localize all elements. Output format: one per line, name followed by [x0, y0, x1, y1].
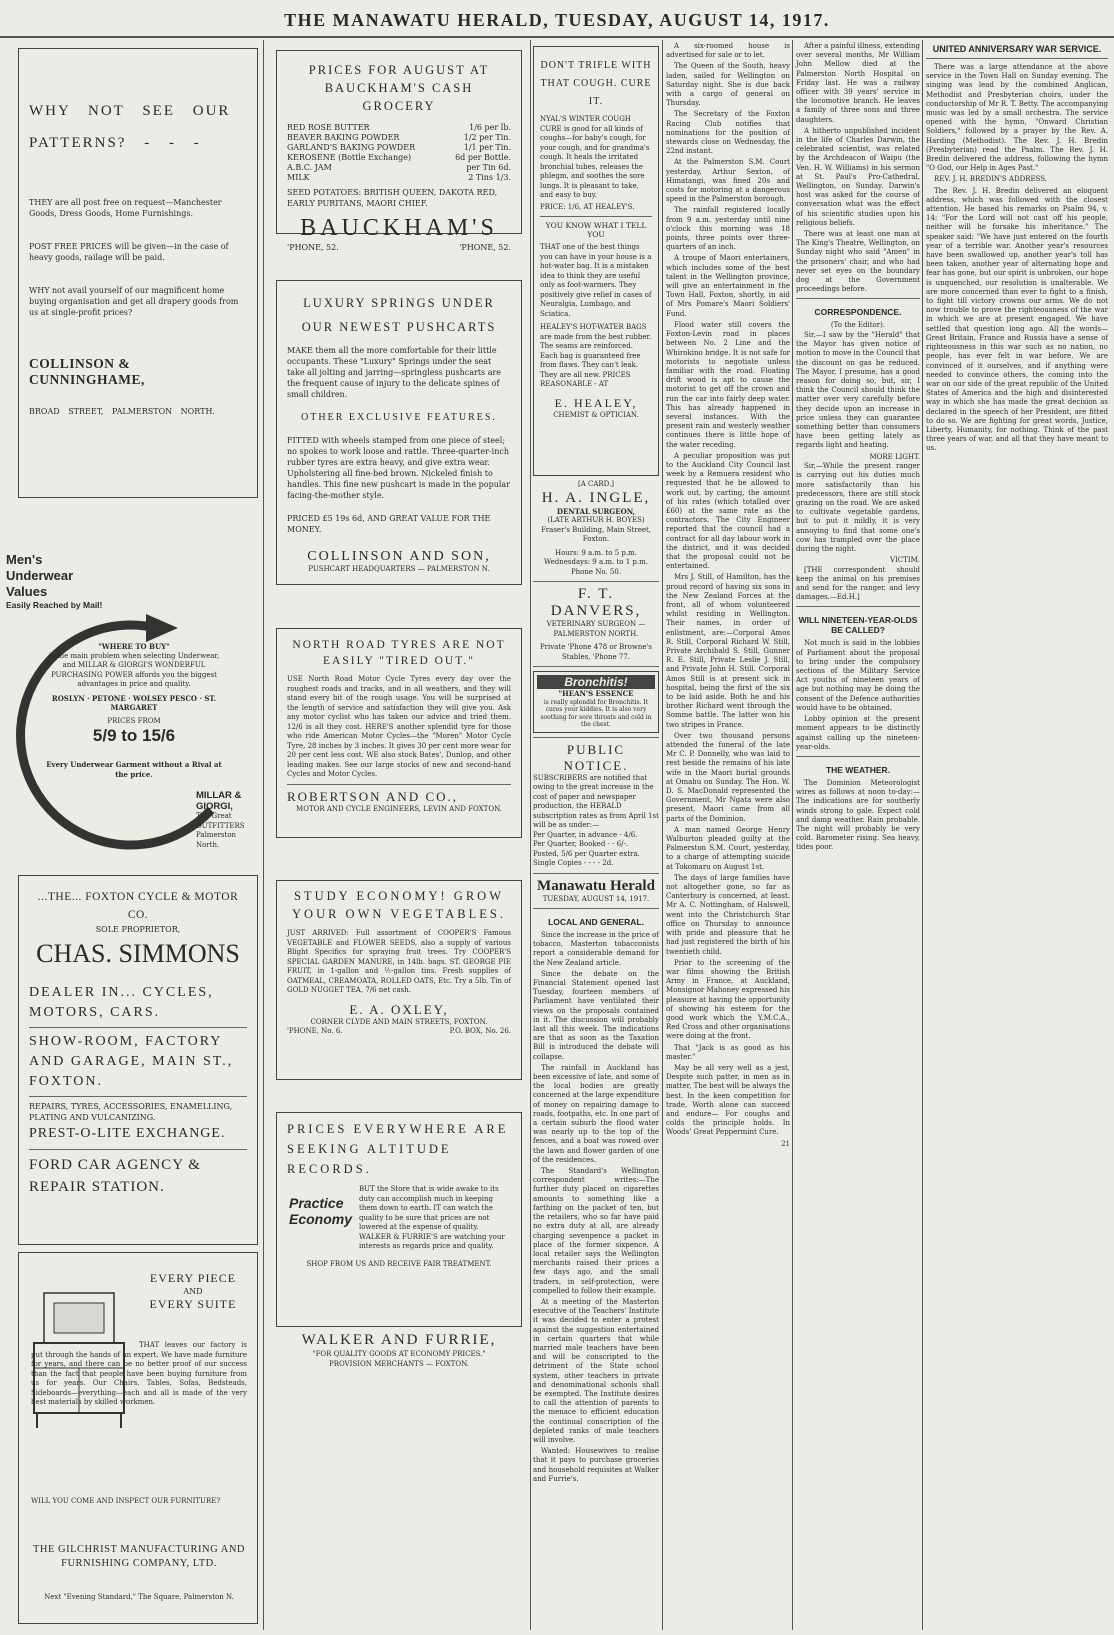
- ad-address: BROAD STREET, PALMERSTON NORTH.: [29, 407, 215, 416]
- ad-address: Next "Evening Standard," The Square, Palmerston N.: [44, 1593, 234, 1601]
- millar-giorgi-ad: [6, 552, 258, 872]
- card-label: [A CARD.]: [577, 480, 614, 488]
- article-paragraph: The Queen of the South, heavy laden, sailed for Wellington on Saturday night. She is due back with a cargo of general on Thursday.: [666, 62, 790, 108]
- bauckham-grocery-ad: [276, 50, 522, 252]
- column-rule: [530, 40, 531, 1630]
- masthead: [0, 0, 1114, 38]
- news-articles: [926, 63, 1108, 454]
- ad-firm: ROBERTSON AND CO.,: [287, 788, 459, 804]
- article-paragraph: At a meeting of the Masterton executive of the Teachers' Institute it was decided to enter a protest against the suggestion entertained in certain quarters that while married male teachers have been and will be conscripted to the detriment of the State school system, other teachers in private and denominational schools shall be exempted. The Institute desires to call the attention of parents to the menace to efficient education the continual conscription of the depleted ranks of male teachers will involve.: [533, 1297, 659, 1444]
- dentist-title: DENTAL SURGEON,: [556, 506, 636, 516]
- phone-number: 'PHONE, 52.: [459, 243, 511, 252]
- section-heading: WILL NINETEEN-YEAR-OLDS BE CALLED?: [798, 615, 918, 636]
- price-range: 5/9 to 15/6: [92, 726, 176, 745]
- ad-firm: COLLINSON AND SON,: [307, 549, 491, 564]
- column-5: [796, 42, 920, 1629]
- article-paragraph: May be all very well as a jest, Despite such patter, in men as in matter, The best will be always the best. In the keen competition for trade, Worth alone can succeed and endure— For coughs and colds the principle holds. In Woods' Great Peppermint Cure.: [666, 1063, 791, 1137]
- notice-title: PUBLIC NOTICE.: [563, 741, 629, 773]
- article-paragraph: That "Jack is as good as his master.": [666, 1043, 790, 1061]
- ad-headline: PRICES FOR AUGUST AT BAUCKHAM'S CASH GROCERY: [308, 63, 490, 113]
- paper-date: TUESDAY, AUGUST 14, 1917.: [542, 894, 650, 903]
- vet-title: VETERINARY SURGEON — PALMERSTON NORTH.: [546, 620, 646, 638]
- article-paragraph: The Secretary of the Foxton Racing Club notifies that nominations for the position of stewards close on Wednesday, the 22nd instant.: [666, 110, 790, 156]
- prices-label: PRICES FROM: [107, 716, 161, 725]
- ad-text: MAKE them all the more comfortable for their little occupants. These "Luxury" Springs under the seat take all jolting and jarring—springless pushcarts are the frequent cause of injury to the delicate spines of small children.: [287, 346, 502, 399]
- circle-heading: "WHERE TO BUY": [98, 642, 170, 651]
- ad-subheading: OTHER EXCLUSIVE FEATURES.: [301, 412, 497, 423]
- price-list: [287, 123, 511, 183]
- item-price: 1/6 per lb.: [469, 123, 511, 132]
- weather-report: The Dominion Meteorologist wires as follows at noon to-day:—The indications are for southerly winds strong to gale. Expect cold and damp weather. Rain probable. The night will probably be very cold. Barometer rising. Sea heavy, tides poor.: [796, 778, 920, 852]
- article-paragraph: A peculiar proposition was put to the Auckland City Council last week by a Remuera resident who requested that he be allowed to work out, by carting, the amount of his rates (which totalled over £60) at the same rate as the contractors. The City Engineer reported that the council had a contract for all day labour work in the district, and it was decided that the proposal could not be entertained.: [666, 451, 790, 571]
- ad-heading: EVERY PIECE: [149, 1271, 237, 1285]
- ad-address: CORNER CLYDE AND MAIN STREETS, FOXTON.: [310, 1017, 488, 1026]
- section-heading: UNITED ANNIVERSARY WAR SERVICE.: [932, 44, 1102, 54]
- ad-title: Men's Underwear Values: [6, 552, 74, 599]
- article-paragraph: Wanted: Housewives to realise that it pays to purchase groceries and household requisites at Walker and Furrie's.: [533, 1447, 659, 1483]
- article: Not much is said in the lobbies of Parliament about the proposal to bring under the compulsory sections of the Military Service Act youths of nineteen years of age but nothing may be doing the consent of the Defence authorities would have to be obtained.: [796, 639, 920, 712]
- dentist-phone: Phone No. 50.: [570, 567, 622, 576]
- ad-prestolite: PREST-O-LITE EXCHANGE.: [29, 1126, 226, 1141]
- notice-text: SUBSCRIBERS are notified that owing to the great increase in the cost of paper and newspaper production, the HERALD subscription rates as from April 1st will be as under:—: [533, 773, 659, 829]
- letter: Sir,—While the present ranger is carrying out his duties much more satisfactorily than his predecessors, there are still stock grazing on the road. We are asked to cultivate vegetable gardens, but to put it mildly, it is very annoying to find that some one's cow has trampled over the place during the night.: [796, 462, 920, 553]
- editor-note: [THE correspondent should keep the animal on his premises and send for the ranger, and levy damages.—Ed.H.]: [796, 565, 920, 602]
- ad-headline: DON'T TRIFLE WITH THAT COUGH. CURE IT.: [540, 60, 652, 107]
- item-name: BEAVER BAKING POWDER: [287, 133, 400, 142]
- dentist-late: (LATE ARTHUR H. BOYES): [547, 516, 645, 524]
- north-road-tyres-ad: [276, 628, 522, 838]
- column-rule: [922, 40, 923, 1630]
- article-paragraph: The days of large families have not altogether gone, so far as Canterbury is concerned, at least. Mr A. C. Nottingham, of Halswell, went into the Christchurch Star office on Thursday to announce with pride and pleasure that he had just registered the birth of his twentieth child.: [666, 873, 790, 956]
- heans-essence-ad: [533, 671, 659, 733]
- ad-headline: STUDY ECONOMY! GROW YOUR OWN VEGETABLES.: [292, 889, 506, 921]
- ad-repairs: REPAIRS, TYRES, ACCESSORIES, ENAMELLING, PLATING AND VULCANIZING.: [29, 1102, 233, 1122]
- ad-ford: FORD CAR AGENCY & REPAIR STATION.: [29, 1157, 201, 1195]
- article-paragraph: There was a large attendance at the above service in the Town Hall on Sunday evening. The singing was lead by the combined Anglican, Methodist and Presbyterian choirs, under the conductorship of Mr R. T. Betty. The accompanying music was led by a small orchestra. The service opened with the hymn, "Onward Christian Soldiers," followed by a prayer by the Rev. A. Harding (Methodist). The Rev. J. H. Bredin (Presbyterian) read the Psalm. The Rev. J. H. Bredin delivered the address, following the hymn "O God, our Help in Ages Past.": [926, 63, 1108, 173]
- store-name: BAUCKHAM'S: [300, 215, 498, 241]
- ad-heading: AND: [183, 1287, 203, 1296]
- phone-number: 'PHONE, 52.: [287, 243, 339, 252]
- article-paragraph: Flood water still covers the Foxton-Levin road in places between No. 2 Line and the Whirokino bridge. It is not safe for motorists to negotiate unless familiar with the road. Floating drift wood is apt to cause the motorist to get off the crown and run the car into fairly deep water. This has already happened in several instances. With the present rain and westerly weather continues there is little hope of the water receding.: [666, 320, 790, 449]
- ad-address: MOTOR AND CYCLE ENGINEERS, LEVIN AND FOXTON.: [296, 804, 502, 813]
- price-list-item: [287, 163, 511, 173]
- circle-footer: Every Underwear Garment without a Rival at the price.: [46, 760, 222, 779]
- news-articles: [796, 42, 920, 294]
- article-paragraph: A hitherto unpublished incident in the life of Charles Darwin, the celebrated scientist, was related by the Archdeacon of Waipu (the Ven. H. W. Williams) in his sermon at St. Paul's Pro-Cathedral, Wellington, on Sunday. Darwin's host was asked for the course of conversation what was the effect of his scientific studies upon his religious beliefs.: [796, 126, 920, 227]
- ad-firm: E. HEALEY,: [554, 395, 638, 410]
- ad-address: PUSHCART HEADQUARTERS — PALMERSTON N.: [308, 565, 490, 573]
- ad-text: POST FREE PRICES will be given—in the case of heavy goods, railage will be paid.: [29, 242, 229, 262]
- rate: Single Copies - - - - 2d.: [533, 859, 614, 867]
- article-paragraph: The rainfall in Auckland has been excessive of late, and some of the local bodies are greatly concerned at the large expenditure of money on repairing damage to roads, footpaths, etc. In one part of a certain suburb the flood water was nearly up to the top of the fences, and a boat was rowed over the lawn and flower garden of one of the residences.: [533, 1063, 659, 1164]
- article-paragraph: A troupe of Maori entertainers, which includes some of the best talent in the Wellington province, will give an entertainment in the Town Hall, Foxton, shortly, in aid of Mrs Pomare's Maori Soldiers' Fund.: [666, 254, 790, 318]
- ad-text: is really splendid for Bronchitis. It cures your kiddies. It is also very soothing for sore throats and cold in the chest.: [540, 698, 652, 728]
- danvers-card: [533, 586, 659, 662]
- item-price: 1/2 per Tin.: [463, 133, 511, 142]
- ad-slogan: SHOP FROM US AND RECEIVE FAIR TREATMENT.: [306, 1259, 492, 1268]
- section-heading: THE WEATHER.: [825, 764, 891, 775]
- ad-firm: THE GILCHRIST MANUFACTURING AND FURNISHING COMPANY, LTD.: [33, 1544, 245, 1569]
- letter-signature: VICTIM.: [889, 556, 920, 565]
- column-3: [533, 42, 659, 1629]
- column-rule: [662, 40, 663, 1630]
- product-name: "HEAN'S ESSENCE: [558, 689, 634, 698]
- phone-number: 'PHONE, No. 6.: [287, 1027, 343, 1035]
- item-name: KEROSENE (Bottle Exchange): [287, 153, 412, 162]
- item-name: A.B.C. JAM: [287, 163, 332, 172]
- item-name: GARLAND'S BAKING POWDER: [287, 143, 416, 152]
- oxley-seeds-ad: [276, 880, 522, 1080]
- article-paragraph: The Standard's Wellington correspondent writes:—The further duty placed on cigarettes amounts to something like a farthing on the packet of ten, but the retailers, who so far have paid no extra duty at all, are already charging sevenpence a packet in place of the former sixpence. A local retailer says the Wellington merchants raised their prices a few days ago, and the small traders, in self-protection, were compelled to follow their example.: [533, 1167, 659, 1295]
- price-list-item: [287, 143, 511, 153]
- ad-text: THAT leaves our factory is put through the hands of an expert. We have made furniture for years, and there can be no better proof of our success than the fact that people have been buying furniture from us for years. Our Chairs, Tables, Sofas, Bedsteads, Sideboards—everything—each and all is made of the very best materials by skilled workmen.: [31, 1341, 247, 1406]
- item-price: 6d per Bottle.: [455, 153, 511, 162]
- walker-furrie-prices-ad: [276, 1112, 522, 1327]
- ad-title: ...THE... FOXTON CYCLE & MOTOR CO.: [37, 891, 239, 921]
- masthead-title: THE MANAWATU HERALD, TUESDAY, AUGUST 14, 1917.: [284, 10, 830, 30]
- ad-firm: MILLAR & GIORGI,: [196, 790, 242, 812]
- healey-chemist-ad: [533, 46, 659, 476]
- dentist-name: H. A. INGLE,: [541, 489, 651, 506]
- price-list-item: [287, 123, 511, 133]
- circle-text: is the main problem when selecting Underwear, and MILLAR & GIORGI'S WONDERFUL PURCHASING POWER affords you the biggest advantages in price and quality.: [48, 651, 220, 688]
- section-heading: CORRESPONDENCE.: [814, 307, 902, 318]
- price-list-item: [287, 133, 511, 143]
- ad-headline: PRICES EVERYWHERE ARE SEEKING ALTITUDE RECORDS.: [287, 1122, 509, 1176]
- item-price: 1/1 per Tin.: [463, 143, 511, 152]
- walker-furrie-footer: [276, 1330, 522, 1369]
- ad-subtitle: Easily Reached by Mail!: [6, 600, 103, 610]
- article-paragraph: A six-roomed house is advertised for sale or to let.: [666, 42, 790, 60]
- article-paragraph: At the Palmerston S.M. Court yesterday, Arthur Sexton, of Himatangi, was fined 20s and costs for motoring at a dangerous speed in the Palmerston borough.: [666, 158, 790, 204]
- item-name: MILK: [287, 173, 310, 182]
- rate: Per Quarter, Booked - - 6/-.: [533, 840, 629, 848]
- ad-text: USE North Road Motor Cycle Tyres every day over the roughest roads and tracks, and in all weathers, and they will stand every bit of the rough usage. You will be surprised at the length of service and satisfaction they will give you. Ask any motor cyclist who has taken our advice and tried them. 12/6 is all they cost. HERE'S another splendid tyre for those who ride American Motor Cycles—the "Moren" Motor Cycle Tyre, 28 inches by 3 inches. It gives 30 per cent more wear for 20 per cent less cost. WE also stock Bates', Dunlop, and other leading makes. See our large stocks of new and second-hand Cycles and Motor Cycles.: [287, 675, 511, 778]
- ad-price: PRICED £5 19s 6d, AND GREAT VALUE FOR THE MONEY.: [287, 514, 491, 534]
- ad-subheading: YOU KNOW WHAT I TELL YOU: [545, 221, 647, 239]
- brand-list: ROSLYN · PETONE · WOLSEY PESCO · ST. MARGARET: [51, 693, 217, 712]
- ad-dealer: DEALER IN... CYCLES, MOTORS, CARS.: [29, 985, 214, 1020]
- letter-signature: MORE LIGHT.: [869, 452, 920, 461]
- ad-text: BUT the Store that is wide awake to its duty can accomplish much in keeping them down to earth. IT can watch the quality to be sure that prices are not lowered at the expense of quality. WALKER & FURRIE'S are watching your interests as regards price and quality.: [359, 1185, 505, 1250]
- ad-sole: SOLE PROPRIETOR,: [95, 925, 181, 934]
- ad-address: PROVISION MERCHANTS — FOXTON.: [329, 1359, 469, 1368]
- article-paragraph: There was at least one man at The King's Theatre, Wellington, on Sunday night who said "Amen" in the prisoners' chair, and who had never set eyes on the boundary dog at the Government proceedings before.: [796, 230, 920, 294]
- article-paragraph: The rainfall registered locally from 9 a.m. yesterday until nine o'clock this morning was 18 points, three points over three-quarters of an inch.: [666, 206, 790, 252]
- ad-firm: WALKER AND FURRIE,: [301, 1332, 497, 1348]
- ad-subtitle: CHEMIST & OPTICIAN.: [553, 410, 639, 419]
- ingle-card: [533, 480, 659, 577]
- ad-headline: WHY NOT SEE OUR PATTERNS? - - -: [29, 103, 231, 151]
- collinson-pushcart-ad: [276, 280, 522, 585]
- ad-heading: EVERY SUITE: [149, 1297, 237, 1311]
- column-rule: [792, 40, 793, 1630]
- ad-text: WHY not avail yourself of our magnificent home buying organisation and get all drapery goods from us at single-profit prices?: [29, 286, 239, 317]
- news-articles: [666, 42, 790, 1138]
- item-name: RED ROSE BUTTER: [287, 123, 370, 132]
- ad-potatoes: SEED POTATOES: BRITISH QUEEN, DAKOTA RED, EARLY PURITANS, MAORI CHIEF.: [287, 188, 498, 208]
- ad-text: HEALEY'S HOT-WATER BAGS are made from the best rubber. The seams are reinforced. Each bag is guaranteed free from flaws. They can't leak. They are all new. PRICES REASONABLE - AT: [540, 323, 652, 388]
- article-paragraph: Mrs J. Still, of Hamilton, has the proud record of having six sons in the New Zealand Forces at the front, all of whom volunteered whilst residing in Wellington. Their names, in order of enlistment, are:—Corporal Amos R. Still, Corporal Richard W. Still, Private Archibald S. Still, Gunner R. E. Still, Private Leslie J. Still, and Private John H. Still. Corporal Amos Still is at present sick in hospital, being the first of the six to be laid aside. Both he and his brother Richard went through the Somme battle. The latter won his two stripes in France.: [666, 573, 790, 729]
- vet-name: F. T. DANVERS,: [550, 586, 642, 619]
- ad-question: WILL YOU COME AND INSPECT OUR FURNITURE?: [31, 1497, 221, 1505]
- column-4: [666, 42, 790, 1629]
- proprietor-name: CHAS. SIMMONS: [36, 939, 240, 968]
- dentist-address: Fraser's Building, Main Street, Foxton.: [540, 525, 652, 543]
- article-paragraph: Since the increase in the price of tobacco, Masterton tobacconists report a considerable demand for the New Zealand article.: [533, 931, 659, 967]
- vet-phone: Private 'Phone 478 or Browne's Stables, 'Phone 77.: [539, 643, 653, 661]
- foxton-cycle-ad: [18, 875, 258, 1245]
- ad-text: THEY are all post free on request—Manchester Goods, Dress Goods, Home Furnishings.: [29, 198, 222, 218]
- ad-firm: COLLINSON & CUNNINGHAME,: [29, 356, 145, 387]
- ad-price: PRICE: 1/6, AT HEALEY'S.: [540, 202, 635, 211]
- article-paragraph: After a painful illness, extending over several months, Mr William John Mellow died at the Palmerston North Hospital on Friday last. He was a railway officer with 39 years' service in the locomotive branch. He leaves a family of three sons and three daughters.: [796, 42, 920, 124]
- article-paragraph: REV. J. H. BREDIN'S ADDRESS.: [934, 175, 1048, 184]
- po-box: P.O. BOX, No. 26.: [449, 1027, 511, 1035]
- news-articles: [533, 931, 659, 1484]
- ad-tagline: The Great OUTFITTERS Palmerston North.: [196, 812, 245, 849]
- price-list-item: [287, 153, 511, 163]
- item-price: 2 Tins 1/3.: [468, 173, 511, 182]
- ad-text: JUST ARRIVED: Full assortment of COOPER'S Famous VEGETABLE and FLOWER SEEDS, also a supply of various Blight Specifics for spraying fruit trees. Try COOPER'S SPECIAL GARDEN MANURE, in 14lb. bags. ST. GEORGE PIE FRUIT, in 1-gallon and ½-gallon tins. Fresh supplies of OATMEAL, CREAMOATA, ROLLED OATS, Etc. Try a 5lb. Tin of GOLD NUGGET TEA, 7/6 net cash.: [287, 929, 511, 994]
- price-list-item: [287, 173, 511, 183]
- collinson-patterns-ad: [18, 48, 258, 498]
- ad-headline: LUXURY SPRINGS UNDER OUR NEWEST PUSHCARTS: [301, 296, 497, 334]
- rate: Posted, 5/6 per Quarter extra.: [533, 849, 640, 858]
- ad-text: FITTED with wheels stamped from one piece of steel; no spokes to work loose and rattle. Three-quarter-inch rubber tyres are extra heavy, and give extra wear. Upholstering all fine-bed brown. Nickeled finish to handles. This fine new pushcart is made in the popular facing-the-mother style.: [287, 436, 511, 500]
- ad-firm: E. A. OXLEY,: [349, 1001, 449, 1017]
- section-heading: LOCAL AND GENERAL.: [548, 917, 644, 927]
- gilchrist-furniture-ad: [18, 1252, 258, 1624]
- dentist-hours: Hours: 9 a.m. to 5 p.m. Wednesdays: 9 a.m. to 1 p.m.: [544, 548, 648, 566]
- ad-title: Bronchitis!: [537, 675, 655, 689]
- ad-text: NYAL'S WINTER COUGH CURE is good for all kinds of coughs—for baby's cough, for your cough, and for grandma's cough. It heals the irritated bronchial tubes, releases the phlegm, and soothes the sore lungs. It is pleasant to take, and easy to buy.: [540, 115, 650, 199]
- column-rule: [263, 40, 264, 1630]
- letter: Sir,—I saw by the "Herald" that the Mayor has given notice of motion to move in the Council that the discount on gas be reduced. The Mayor, I presume, has a good reason for doing so, but, sir, I think the Council should think the matter over very carefully before they decide upon an increase in price unless they can guarantee something better than consumers have been getting lately as regards light and heating.: [796, 330, 920, 450]
- article-paragraph: The Rev. J. H. Bredin delivered an eloquent address, which was followed with the closest attention. He based his remarks on Psalm 94, v. 14: "For the Lord will not cast off his people, neither will he forsake his inheritance." The speaker said: "We have just entered on the fourth year of a terrible war. Another year's resources have been swallowed up, another year's toll has been taken, another year of alternating hope and fear has gone, but our spirit is unbroken, our hope is unquenched, our resolution is unalterable. We are more concerned than ever to fight to a finish, to fight till victory crowns our arms. We do not now trouble to prove the righteousness of the war in which we are at present engaged. We have settled that question long ago. All the words—Great Britain, France and Russia have a sense of righteousness in this war such as no nation, no people, has ever felt in war before. We are convinced of it ourselves, and if anything were needed to convince others, the coming into the war on our side of the great republic of the United States of America and the high and disinterested way in which she has made the great decision as declared in the speech of her President, are fitted to do so. We are fighting for great words, Justice, Liberty, Humanity, for nothing. Think of the past three years of war, and all that they have meant to us.: [926, 186, 1108, 453]
- ad-showroom: SHOW-ROOM, FACTORY AND GARAGE, MAIN ST., FOXTON.: [29, 1034, 234, 1089]
- ad-headline: NORTH ROAD TYRES ARE NOT EASILY "TIRED OUT.": [292, 639, 506, 667]
- article-paragraph: Prior to the screening of the war films showing the British Army in France, at Auckland, Monsignor Mahoney expressed his pleasure at having the opportunity of showing his esteem for the good work which the Y.M.C.A., Red Cross and other organisations were doing at the front.: [666, 958, 790, 1041]
- ad-tagline: "FOR QUALITY GOODS AT ECONOMY PRICES.": [312, 1350, 486, 1358]
- masthead-rule: [0, 36, 1114, 38]
- paper-nameplate: Manawatu Herald: [537, 877, 655, 894]
- article-paragraph: Since the debate on the Financial Statement opened last Tuesday, fourteen members of Parliament have ventilated their views on the proposals contained in it. The discussion will probably last all this week. The indications are that as soon as the Taxation Bill is introduced the debate will collapse.: [533, 969, 659, 1061]
- ad-text: THAT one of the best things you can have in your house is a hot-water bag. It is a mistaken idea to think they are useful only as foot-warmers. They positively give relief in cases of Neuralgia, Lumbago, and Sciatica.: [540, 243, 652, 318]
- article-paragraph: A man named George Henry Walburton pleaded guilty at the Palmerston S.M. Court, yesterday, to a charge of attempting suicide at Tokomaru on August 1st.: [666, 825, 790, 871]
- rate: Per Quarter, in advance - 4/6.: [533, 830, 638, 839]
- article-paragraph: Over two thousand persons attended the funeral of the late Mr C. P. Donnelly, who was laid to rest beside the remains of his late wife in the Maori burial grounds at Omahu on Sunday. The Hon. W. D. S. MacDonald represented the Government, Mr Ngata were also present, Maori came from all parts of the Dominion.: [666, 731, 790, 823]
- section-subheading: (To the Editor).: [830, 321, 886, 330]
- economy-logo: Practice Economy: [289, 1195, 353, 1227]
- public-notice: [533, 742, 659, 869]
- column-6: [926, 42, 1108, 1629]
- article: Lobby opinion at the present moment appears to be distinctly against calling up the nineteen-year-olds.: [796, 715, 920, 751]
- item-price: per Tin 6d.: [466, 163, 511, 172]
- page-footnote: 21: [781, 1139, 790, 1148]
